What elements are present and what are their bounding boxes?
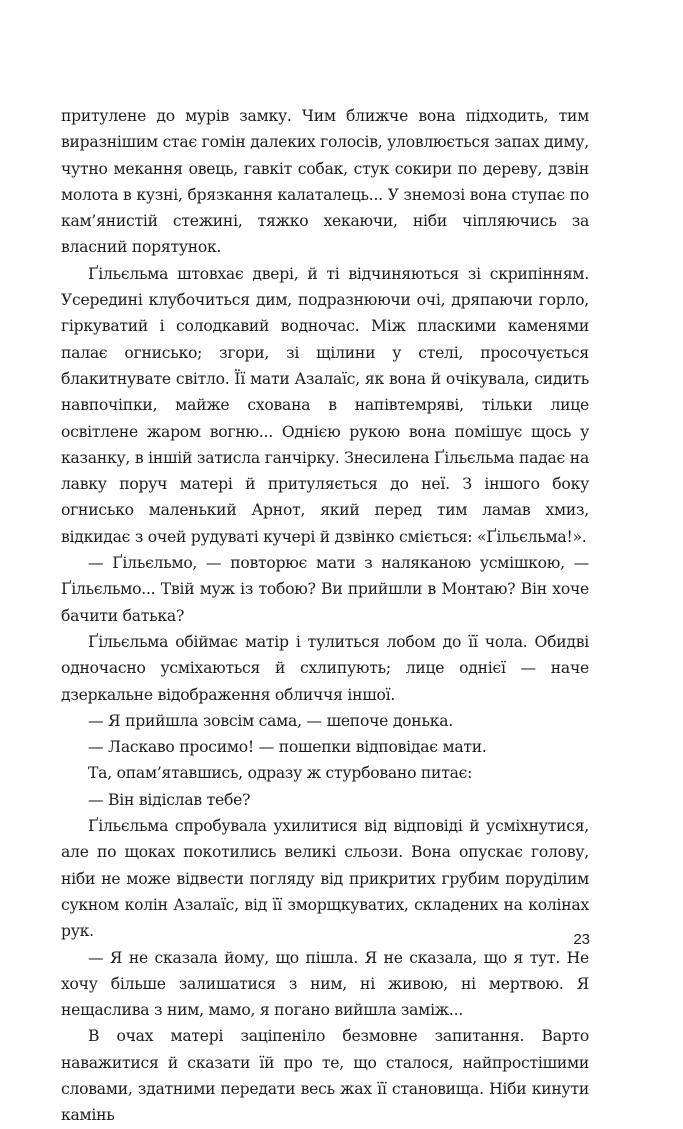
body-text	[61, 103, 589, 1129]
paragraph: — Він відіслав тебе?	[88, 790, 251, 809]
paragraph: Та, опам’ятавшись, одразу ж стурбовано питає:	[88, 764, 473, 783]
paragraph: — Ґільєльмо, — повторює мати з наляканою усмішкою, — Ґільєльмо... Твій муж із тобою? Ви прийшли в Монтаю? Він хоче бачити батька?	[61, 554, 589, 625]
paragraph: В очах матері заціпеніло безмовне запитання. Варто наважитися й сказати їй про те, що сталося, найпростішими словами, здатними передати весь жах її становища. Ніби кинути камінь	[61, 1027, 589, 1125]
paragraph: притулене до мурів замку. Чим ближче вона підходить, тим виразнішим стає гомін далеких голосів, уловлюється запах диму, чутно мекання овець, гавкіт собак, стук сокири по дереву, дзвін молота в кузні, брязкання калаталець... У знемозі вона ступає по кам’янистій стежині, тяжко хекаючи, ніби чіпляючись за власний порятунок.	[61, 107, 589, 257]
paragraph: Ґільєльма спробувала ухилитися від відповіді й усміхнутися, але по щоках покотились великі сльози. Вона опускає голову, ніби не може відвести погляду від прикритих грубим порудiлим сукном колін Азалаїс, від її зморщкуватих, складених на колінах рук.	[61, 817, 589, 941]
paragraph: — Ласкаво просимо! — пошепки відповідає мати.	[88, 738, 487, 757]
paragraph: Ґільєльма обіймає матір і тулиться лобом до її чола. Обидві одночасно усміхаються й схлипують; лице однієї — наче дзеркальне відображення обличчя іншої.	[61, 632, 589, 704]
paragraph: — Я не сказала йому, що пішла. Я не сказала, що я тут. Не хочу більше залишатися з ним, ні живою, ні мертвою. Я нещаслива з ним, мамо, я погано вийшла заміж...	[61, 948, 589, 1020]
paragraph: Ґільєльма штовхає двері, й ті відчиняються зі скрипінням. Усередині клубочиться дим, подразнюючи очі, дряпаючи горло, гіркуватий і солодкавий водночас. Між пласкими каменями палає огнисько; згори, зі щілини у стелі, просочується блакитнувате світло. Її мати Азалаїс, як вона й очікувала, сидить навпочіпки, майже схована в напівтемряві, тільки лице освітлене жаром вогню... Однією рукою вона помішує щось у казанку, в іншій затисла ганчірку. Знесилена Ґільєльма падає на лавку поруч матері й притуляється до неї. З іншого боку огнисько маленький Арнот, який перед тим ламав хмиз, відкидає з очей рудуваті кучері й дзвінко сміється: «Ґільєльма!».	[61, 264, 589, 546]
paragraph: — Я прийшла зовсім сама, — шепоче донька.	[88, 711, 453, 730]
page-number: 23	[573, 931, 590, 948]
